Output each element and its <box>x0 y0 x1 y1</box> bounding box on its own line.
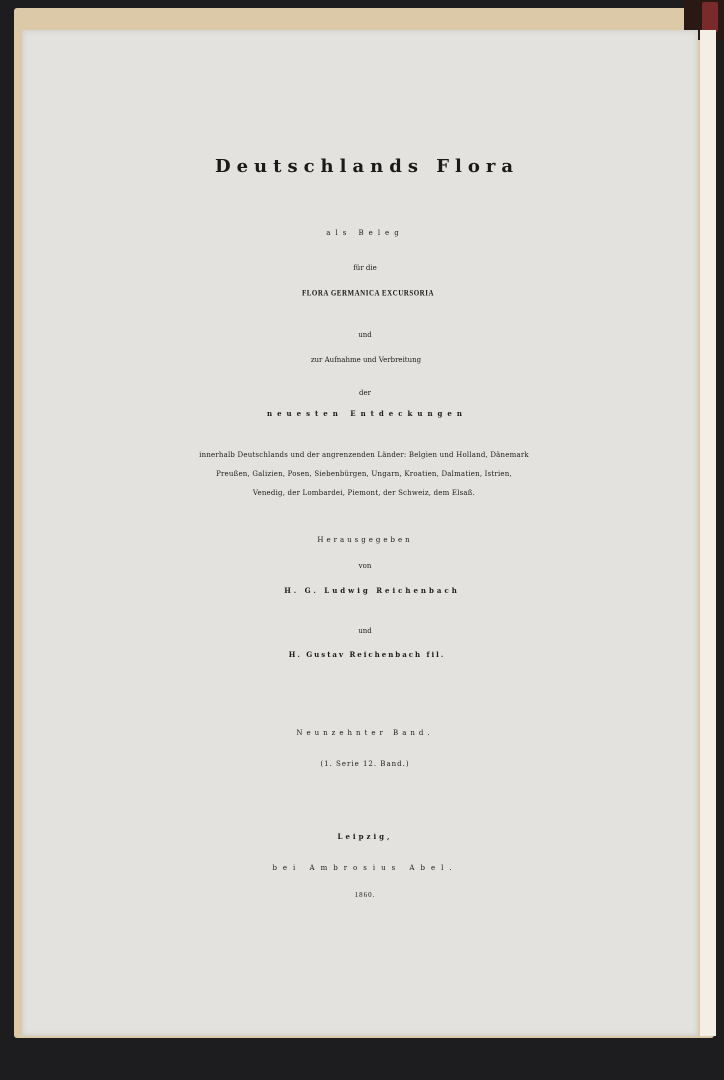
flora-germanica-title: FLORA GERMANICA EXCURSORIA <box>301 288 434 298</box>
publication-city: Leipzig, <box>337 832 393 841</box>
countries-line-2: Preußen, Galizien, Posen, Siebenbürgen, Ungarn, Kroatien, Dalmatien, Istrien, <box>216 470 512 478</box>
subtitle-fuer-die: für die <box>353 264 377 272</box>
author-2: H. Gustav Reichenbach fil. <box>288 650 446 659</box>
title-page-paper <box>22 30 698 1036</box>
subtitle-als-beleg: als Beleg <box>326 229 404 237</box>
volume-number: Neunzehnter Band. <box>296 729 434 737</box>
author-1: H. G. Ludwig Reichenbach <box>284 586 460 595</box>
countries-line-1: innerhalb Deutschlands und der angrenzenden Länder: Belgien und Holland, Dänemark <box>199 451 529 459</box>
conjunction-und-2: und <box>358 627 372 635</box>
herausgegeben-label: Herausgegeben <box>317 536 413 544</box>
book-title: Deutschlands Flora <box>215 156 519 177</box>
publisher-name: bei Ambrosius Abel. <box>272 864 458 872</box>
spine-red-label <box>702 2 718 32</box>
countries-line-3: Venedig, der Lombardei, Piemont, der Schweiz, dem Elsaß. <box>252 489 476 497</box>
conjunction-und: und <box>358 331 372 339</box>
page-stack-edge <box>700 30 716 1036</box>
subtitle-aufnahme: zur Aufnahme und Verbreitung <box>310 356 422 364</box>
neuesten-entdeckungen: neuesten Entdeckungen <box>267 409 467 418</box>
series-number: (1. Serie 12. Band.) <box>320 760 410 768</box>
publication-year: 1860. <box>354 891 376 899</box>
von-label: von <box>358 562 372 570</box>
article-der: der <box>359 389 371 397</box>
